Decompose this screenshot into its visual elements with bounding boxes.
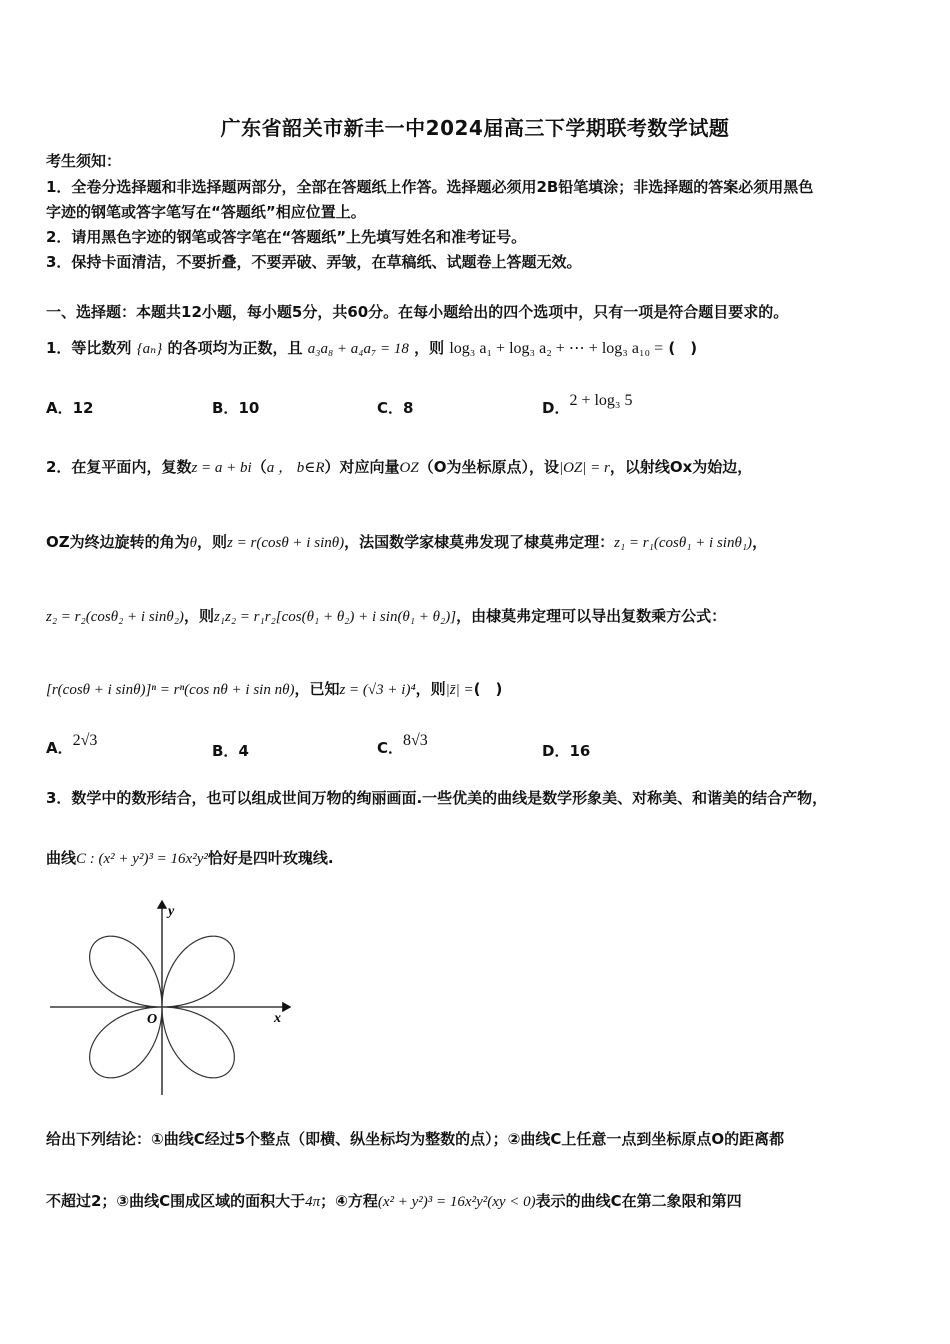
q2-vector: OZ — [399, 460, 419, 476]
option-label: D． — [542, 399, 570, 417]
q2-text: OZ为终边旋转的角为 — [46, 533, 190, 551]
y-axis-label: y — [168, 904, 175, 919]
q2-ab: a ， b∈R — [266, 460, 325, 476]
option-value: 16 — [569, 742, 591, 760]
q1-expression: log₃ a₁ + log₃ a₂ + ⋯ + log₃ a₁₀ = — [449, 340, 664, 357]
option-value: 8√3 — [403, 732, 428, 749]
question-3-line-1: 3．数学中的数形结合，也可以组成世间万物的绚丽画面.一些优美的曲线是数学形象美、对称美、和谐美的结合产物， — [46, 789, 828, 807]
option-label: B． — [212, 399, 239, 417]
question-3-line-3: 给出下列结论：①曲线C经过5个整点（即横、纵坐标均为整数的点）；②曲线C上任意一点到坐标原点O的距离都 — [46, 1130, 785, 1148]
option-value: 4 — [238, 742, 249, 760]
q2-modulus: |OZ| = r — [558, 460, 610, 476]
option-label: B． — [212, 742, 239, 760]
q2-power-formula: [r(cosθ + i sinθ)]ⁿ = rⁿ(cos nθ + i sin nθ) — [46, 682, 295, 698]
q1-option-b[interactable] — [212, 397, 259, 418]
q2-text: ，则 — [197, 533, 228, 551]
q3-text: ；④方程 — [320, 1192, 378, 1210]
origin-label: O — [147, 1012, 158, 1027]
q2-option-c[interactable] — [377, 732, 428, 758]
q3-text: 不超过2；③曲线C围成区域的面积大于 — [46, 1192, 306, 1210]
option-value: 2√3 — [72, 732, 98, 749]
q2-option-a[interactable] — [46, 732, 98, 758]
q3-equation-4: (x² + y²)³ = 16x²y²(xy < 0) — [377, 1194, 536, 1210]
question-3-line-4 — [46, 1190, 910, 1213]
option-value: 8 — [403, 399, 414, 417]
q2-text: ，由棣莫弗定理可以导出复数乘方公式： — [456, 607, 727, 625]
q2-given: z = (√3 + i)⁴ — [339, 682, 416, 698]
q2-polar-form: z = r(cosθ + i sinθ) — [227, 535, 345, 551]
q1-option-d[interactable] — [542, 389, 633, 417]
q2-theta: θ — [189, 535, 198, 551]
q2-option-d[interactable] — [542, 740, 590, 761]
option-value: 2 + log₃ 5 — [569, 392, 633, 409]
q2-option-b[interactable] — [212, 740, 249, 761]
q2-z1: z₁ = r₁(cosθ₁ + i sinθ₁) — [614, 535, 753, 551]
q1-text-2: 的各项均为正数，且 — [167, 339, 303, 357]
q2-text: ，已知 — [294, 680, 340, 698]
q3-text: 恰好是四叶玫瑰线. — [207, 849, 334, 867]
q3-area-value: 4π — [305, 1194, 321, 1210]
question-2-line-2 — [46, 531, 910, 554]
option-value: 12 — [72, 399, 94, 417]
notice-item-3: 3．保持卡面清洁，不要折叠，不要弄破、弄皱，在草稿纸、试题卷上答题无效。 — [46, 253, 582, 271]
notice-item-1a: 1．全卷分选择题和非选择题两部分，全部在答题纸上作答。选择题必须用2B铅笔填涂；非选择题的答案必须用黑色 — [46, 178, 814, 196]
option-label: A． — [46, 739, 73, 757]
q2-z-def: z = a + bi — [191, 460, 252, 476]
q1-sequence: {aₙ} — [136, 341, 163, 357]
q1-paren: ( ) — [668, 339, 698, 357]
q1-text-3: ，则 — [414, 339, 445, 357]
option-label: A． — [46, 399, 73, 417]
q2-paren: ( ) — [473, 680, 503, 698]
q2-ask: |z̄| = — [445, 682, 474, 698]
q2-text: ）对应向量 — [324, 458, 400, 476]
q2-text: ， — [752, 533, 768, 551]
q3-text: 表示的曲线C在第二象限和第四 — [535, 1192, 742, 1210]
question-2-line-1 — [46, 456, 910, 479]
option-label: D． — [542, 742, 570, 760]
question-2-line-4 — [46, 678, 910, 701]
question-2-line-3 — [46, 605, 910, 628]
x-axis-label: x — [274, 1011, 281, 1026]
q2-text: ，则 — [183, 607, 214, 625]
notice-item-1b: 字迹的钢笔或答字笔写在“答题纸”相应位置上。 — [46, 203, 366, 221]
notice-item-2: 2．请用黑色字迹的钢笔或答字笔在“答题纸”上先填写姓名和准考证号。 — [46, 228, 527, 246]
page-title: 广东省韶关市新丰一中2024届高三下学期联考数学试题 — [220, 116, 730, 140]
option-label: C． — [377, 399, 404, 417]
q3-text: 曲线 — [46, 849, 77, 867]
q2-text: （O为坐标原点），设 — [418, 458, 559, 476]
option-value: 10 — [238, 399, 260, 417]
q2-text: ，以射线Ox为始边， — [609, 458, 753, 476]
q2-text: ，则 — [415, 680, 446, 698]
q3-curve-equation: C : (x² + y²)³ = 16x²y² — [76, 851, 208, 867]
option-label: C． — [377, 739, 404, 757]
q1-text-1: 1．等比数列 — [46, 339, 132, 357]
q2-z2: z₂ = r₂(cosθ₂ + i sinθ₂) — [46, 609, 184, 625]
question-3-line-2 — [46, 847, 910, 870]
question-1 — [46, 337, 910, 360]
q1-option-c[interactable] — [377, 397, 413, 418]
rose-curve-figure — [46, 895, 296, 1105]
section-heading: 一、选择题：本题共12小题，每小题5分，共60分。在每小题给出的四个选项中，只有一项是符合题目要求的。 — [46, 303, 789, 321]
notice-heading: 考生须知： — [46, 152, 122, 170]
q2-text: 2．在复平面内，复数 — [46, 458, 192, 476]
q2-text: （ — [251, 458, 267, 476]
q2-product: z₁z₂ = r₁r₂[cos(θ₁ + θ₂) + i sin(θ₁ + θ₂)] — [213, 609, 457, 625]
q2-text: ，法国数学家棣莫弗发现了棣莫弗定理： — [344, 533, 615, 551]
q1-condition: a₃a₈ + a₄a₇ = 18 — [307, 341, 409, 357]
q1-option-a[interactable] — [46, 397, 93, 418]
